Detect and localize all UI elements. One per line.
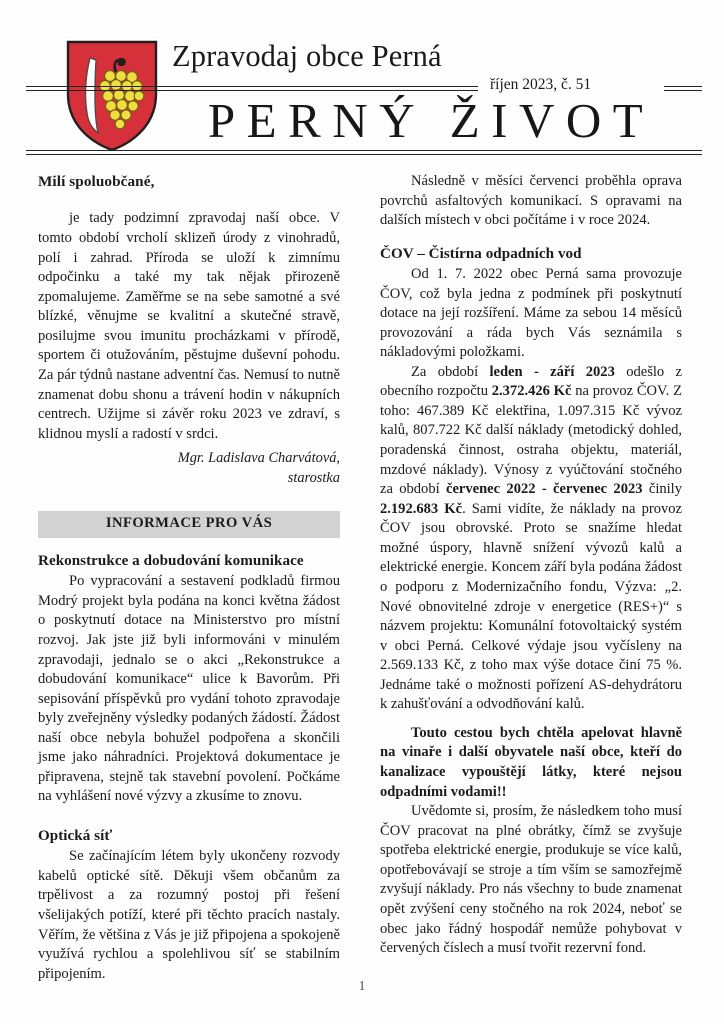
- amount-2192683: 2.192.683 Kč: [380, 500, 463, 517]
- info-banner: INFORMACE PRO VÁS: [38, 511, 340, 538]
- intro-paragraph: je tady podzimní zpravodaj naší obce. V tomto období vrcholí sklizeň úrody z vinohradů, polí i zahrad. Příroda se uloží k zimnímu odpočinku a také my tak nějak přirozeně zpomalujeme. Zaměřme se na sebe samotné a své blízké, věnujme se kvalitní a skutečné stravě, posilujme svou imunitu procházkami v přírodě, sportem či otužováním, pěstujme duševní pohodu. Za pár týdnů nastane adventní čas. Nemusí to nutně znamenat dobu shonu a trávení hodin v nákupních centrech. Užijme si závěr roku 2023 ve zdraví, s klidnou myslí a radostí v srdci.: [38, 210, 340, 442]
- body-columns: [0, 172, 724, 982]
- masthead-big-title: PERNÝ ŽIVOT: [207, 93, 655, 148]
- section-heading-rekonstrukce: Rekonstrukce a dobudování komunikace: [38, 552, 304, 569]
- spacer: [380, 231, 682, 244]
- left-column: [38, 172, 340, 984]
- signature-role: starostka: [287, 469, 340, 486]
- costs-text-i: . Sami vidíte, že náklady na provoz ČOV jsou obrovské. Proto se snažíme hledat možné úspory, hlavně snížení vývozů kalů a elektrické energie. Koncem září byla podána žádost o podporu z Modernizačního fondu, Výzva: „2. Nové obnovitelné zdroje v energetice (RES+)“ s názvem projektu: Komunální fotovoltaický systém v obci Perná. Celkové výdaje jsou vyčísleny na 2.569.133 Kč, z toho max výše dotace činí 75 %. Jednáme také o možnosti pořízení AS-dehydrátoru k zahušťování a odvodňování kalů.: [380, 500, 682, 713]
- masthead: [0, 0, 724, 152]
- costs-text-e: na provoz ČOV. Z toho: 467.389 Kč elektřina, 1.097.315 Kč vývoz kalů, 807.722 Kč další náklady (metodický dohled, poradenská činnost, ostraha objektu, materiál, mzdové náklady). Výnosy z vyúčtování stočného za období: [380, 383, 682, 498]
- spacer: [380, 715, 682, 724]
- masthead-title: Zpravodaj obce Perná: [172, 39, 442, 73]
- period-cervenec-cervenec: červenec 2022 - červenec 2023: [445, 481, 643, 498]
- section-heading-opticka-sit: Optická síť: [38, 828, 113, 845]
- amount-2372426: 2.372.426 Kč: [491, 383, 572, 400]
- masthead-rule-left: [26, 86, 478, 91]
- period-leden-zari: leden - září 2023: [489, 363, 615, 380]
- road-repair-paragraph: Následně v měsíci červenci proběhla oprava povrchů asfaltových komunikací. S opravami na dalších místech v obci počítáme i v roce 2024.: [380, 173, 682, 229]
- issue-date: říjen 2023, č. 51: [490, 76, 592, 93]
- masthead-rule-bottom: [26, 150, 702, 155]
- masthead-rule-right: [664, 86, 702, 91]
- costs-text-g: činily: [642, 481, 682, 498]
- signature-name: Mgr. Ladislava Charvátová,: [177, 450, 340, 467]
- cov-costs-paragraph: [380, 363, 682, 715]
- section-heading-cov: ČOV – Čistírna odpadních vod: [380, 245, 582, 262]
- costs-text-a: Za období: [411, 363, 490, 380]
- right-column: [380, 172, 682, 959]
- page-number: 1: [358, 979, 366, 994]
- cov-intro-paragraph: Od 1. 7. 2022 obec Perná sama provozuje ČOV, což byla jedna z podmínek při poskytnutí dotace na její rozšíření. Máme za sebou 14 měsíců provozování a ráda bych Vás seznámila s nákladovými položkami.: [380, 265, 682, 361]
- consequences-paragraph: Uvědomte si, prosím, že následkem toho musí ČOV pracovat na plné obrátky, čímž se zvyšuje spotřeba elektrické energie, produkuje se více kalů, opotřebovávají se stroje a tím vším se samozřejmě zvyšují náklady. Pro nás všechny to bude znamenat opět zvýšení ceny stočného na rok 2024, neboť se obec jako řádný hospodář nemůže pohybovat v červených číslech a musí tvořit rezervní fond.: [380, 803, 682, 957]
- signature: [38, 449, 340, 488]
- section-rekonstrukce-text: Po vypracování a sestavení podkladů firmou Modrý projekt byla podána na konci května žádost o poskytnutí dotace na Ministerstvo pro místní rozvoj. Jak jste již byli informováni v minulém zpravodaji, jednalo se o akci „Rekonstrukce a dobudování komunikace“ ulice k Bavorům. Při sepisování příspěvků pro vydání tohoto zpravodaje byly zveřejněny výsledky podaných žádostí. Žádost naší obce nebyla bohužel podpořena a skončili jsme jako náhradníci. Projektová dokumentace je připravena, stejně tak stavební povolení. Počkáme na vyhlášení nové výzvy a zkusíme to znovu.: [38, 573, 340, 805]
- section-opticka-sit-text: Se začínajícím létem byly ukončeny rozvody kabelů optické sítě. Děkuji všem občanům za trpělivost a za rozumný postoj při řešení všelijakých potíží, které při těchto pracích nastaly. Věřím, že většina z Vás je již připojena a spokojeně využívá rychlou a spolehlivou síť se stabilním připojením.: [38, 848, 340, 982]
- costs-text-c: odešlo z obecního rozpočtu: [380, 363, 682, 400]
- appeal-paragraph: Touto cestou bych chtěla apelovat hlavně na vinaře i další obyvatele naší obce, kteří do kanalizace vypouštějí látky, které nejsou odpadními vodami!!: [380, 724, 682, 800]
- salutation: Milí spoluobčané,: [38, 173, 155, 190]
